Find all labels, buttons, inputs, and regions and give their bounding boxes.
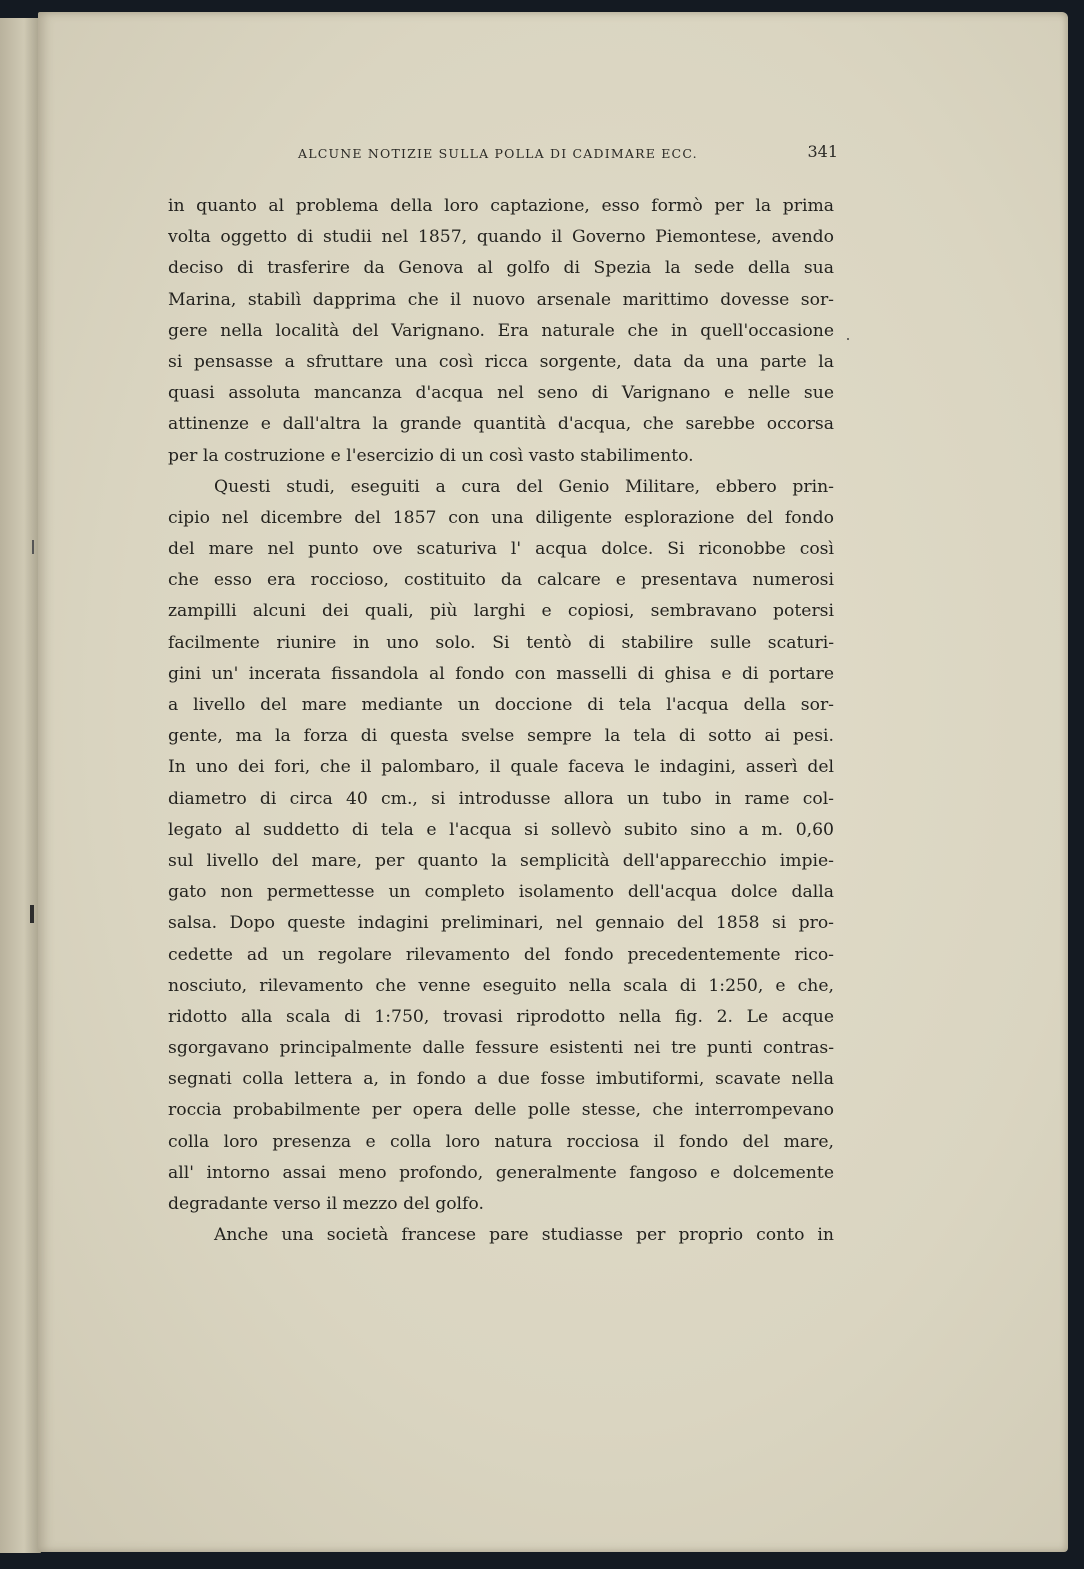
text-line: gini un' incerata fissandola al fondo con masselli di ghisa e di portare — [168, 663, 834, 684]
text-line: cedette ad un regolare rilevamento del fondo precedentemente rico- — [168, 944, 834, 965]
text-line: cipio nel dicembre del 1857 con una diligente esplorazione del fondo — [168, 507, 834, 528]
text-line: in quanto al problema della loro captazione, esso formò per la prima — [168, 196, 834, 216]
text-line: In uno dei fori, che il palombaro, il quale faceva le indagini, asserì del — [168, 757, 834, 778]
text-line: deciso di trasferire da Genova al golfo di Spezia la sede della sua — [168, 258, 834, 279]
text-line: segnati colla lettera a, in fondo a due fosse imbutiformi, scavate nella — [168, 1069, 834, 1090]
text-line: colla loro presenza e colla loro natura rocciosa il fondo del mare, — [168, 1131, 834, 1152]
text-line: Questi studi, eseguiti a cura del Genio Militare, ebbero prin- — [214, 476, 834, 497]
text-line: volta oggetto di studii nel 1857, quando il Governo Piemontese, avendo — [168, 227, 834, 248]
margin-mark — [30, 905, 34, 923]
text-line: quasi assoluta mancanza d'acqua nel seno di Varignano e nelle sue — [168, 383, 834, 404]
text-line: Marina, stabilì dapprima che il nuovo arsenale marittimo dovesse sor- — [168, 289, 834, 310]
text-line: all' intorno assai meno profondo, generalmente fangoso e dolcemente — [168, 1162, 834, 1183]
text-line: roccia probabilmente per opera delle polle stesse, che interrompevano — [168, 1100, 834, 1121]
text-line: sgorgavano principalmente dalle fessure esistenti nei tre punti contras- — [168, 1038, 834, 1059]
text-line: del mare nel punto ove scaturiva l' acqua dolce. Si riconobbe così — [168, 539, 834, 560]
text-line: a livello del mare mediante un doccione di tela l'acqua della sor- — [168, 695, 834, 715]
text-line: attinenze e dall'altra la grande quantità d'acqua, che sarebbe occorsa — [168, 414, 834, 435]
paper-speck — [847, 338, 849, 340]
running-head: ALCUNE NOTIZIE SULLA POLLA DI CADIMARE ECC. — [298, 146, 698, 161]
page-number: 341 — [807, 142, 838, 161]
text-line: si pensasse a sfruttare una così ricca sorgente, data da una parte la — [168, 351, 834, 372]
text-line: Anche una società francese pare studiasse per proprio conto in — [214, 1225, 834, 1246]
text-line: che esso era roccioso, costituito da calcare e presentava numerosi — [168, 570, 834, 591]
text-line: gato non permettesse un completo isolamento dell'acqua dolce dalla — [168, 882, 834, 903]
paragraph-1 — [168, 191, 834, 472]
text-line: degradante verso il mezzo del golfo. — [168, 1194, 484, 1214]
text-line: facilmente riunire in uno solo. Si tentò di stabilire sulle scaturi- — [168, 632, 834, 653]
previous-page-edge — [0, 18, 41, 1553]
text-line: gere nella località del Varignano. Era naturale che in quell'occasione — [168, 320, 834, 341]
text-line: per la costruzione e l'esercizio di un così vasto stabilimento. — [168, 445, 694, 466]
text-line: diametro di circa 40 cm., si introdusse allora un tubo in rame col- — [168, 788, 834, 809]
text-line: salsa. Dopo queste indagini preliminari, nel gennaio del 1858 si pro- — [168, 913, 834, 934]
page-header — [258, 142, 838, 166]
paragraph-2 — [168, 472, 834, 1221]
text-line: nosciuto, rilevamento che venne eseguito nella scala di 1:250, e che, — [168, 975, 834, 996]
margin-mark — [32, 540, 34, 554]
text-line: sul livello del mare, per quanto la semplicità dell'apparecchio impie- — [168, 850, 834, 871]
text-line: gente, ma la forza di questa svelse sempre la tela di sotto ai pesi. — [168, 726, 834, 747]
text-line: legato al suddetto di tela e l'acqua si sollevò subito sino a m. 0,60 — [168, 819, 834, 840]
body-text — [168, 191, 834, 1251]
paragraph-3 — [168, 1220, 834, 1251]
text-line: ridotto alla scala di 1:750, trovasi riprodotto nella fig. 2. Le acque — [168, 1006, 834, 1027]
text-line: zampilli alcuni dei quali, più larghi e copiosi, sembravano potersi — [168, 601, 834, 622]
